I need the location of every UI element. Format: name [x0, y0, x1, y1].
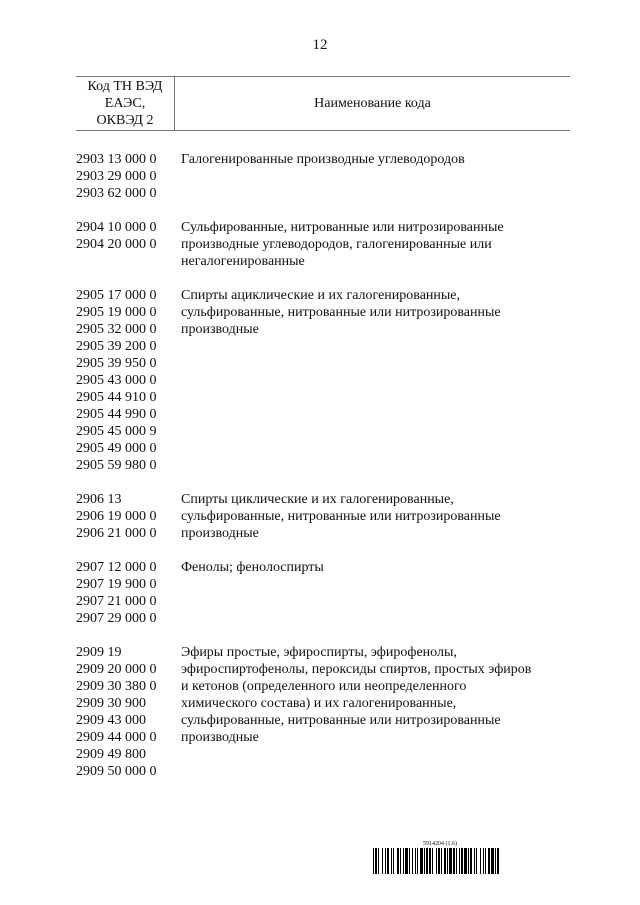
- barcode-bar: [391, 848, 392, 874]
- code-item: 2906 19 000 0: [76, 509, 157, 524]
- description-line: негалогенированные: [181, 254, 305, 269]
- barcode-bar: [483, 848, 484, 874]
- barcode-bar: [375, 848, 377, 874]
- barcode-bar: [495, 848, 496, 874]
- barcode-bar: [459, 848, 460, 874]
- codes-table: [76, 76, 570, 797]
- code-list: [76, 559, 181, 627]
- code-item: 2909 30 900: [76, 696, 146, 711]
- code-description: [181, 559, 561, 627]
- header-code-line: ОКВЭД 2: [96, 113, 154, 128]
- barcode-bar: [444, 848, 446, 874]
- barcode-bar: [397, 848, 399, 874]
- barcode-bar: [441, 848, 442, 874]
- barcode-bar: [409, 848, 410, 874]
- description-line: Спирты циклические и их галогенированные,: [181, 492, 454, 507]
- header-code-line: Код ТН ВЭД: [87, 79, 163, 94]
- barcode-bar: [415, 848, 416, 874]
- description-line: эфироспиртофенолы, пероксиды спиртов, простых эфиров: [181, 662, 532, 677]
- barcode-bar: [447, 848, 448, 874]
- barcode-bar: [470, 848, 472, 874]
- barcode-bar: [424, 848, 425, 874]
- description-line: производные: [181, 322, 259, 337]
- code-item: 2905 39 950 0: [76, 356, 157, 371]
- code-item: 2906 21 000 0: [76, 526, 157, 541]
- barcode-bar: [429, 848, 431, 874]
- header-name-column: Наименование кода: [314, 95, 431, 111]
- table-row: [76, 151, 570, 202]
- code-description: [181, 491, 561, 542]
- code-item: 2905 44 990 0: [76, 407, 157, 422]
- table-row: [76, 219, 570, 270]
- code-item: 2903 13 000 0: [76, 152, 157, 167]
- description-line: Фенолы; фенолоспирты: [181, 560, 324, 575]
- barcode-image: [373, 848, 585, 874]
- table-header: [76, 76, 570, 131]
- description-line: Спирты ациклические и их галогенированные,: [181, 288, 461, 303]
- code-list: [76, 151, 181, 202]
- page-number: 12: [312, 37, 328, 53]
- code-item: 2906 13: [76, 492, 122, 507]
- barcode-bar: [488, 848, 490, 874]
- description-line: Сульфированные, нитрованные или нитрозированные: [181, 220, 504, 235]
- code-item: 2905 17 000 0: [76, 288, 157, 303]
- code-item: 2905 39 200 0: [76, 339, 157, 354]
- barcode-bar: [461, 848, 463, 874]
- barcode-bar: [426, 848, 428, 874]
- barcode-bar: [497, 848, 499, 874]
- barcode-bar: [378, 848, 379, 874]
- barcode-bar: [432, 848, 433, 874]
- barcode-bar: [453, 848, 455, 874]
- barcode-bar: [456, 848, 457, 874]
- barcode-bar: [420, 848, 423, 874]
- code-item: 2905 19 000 0: [76, 305, 157, 320]
- code-item: 2904 10 000 0: [76, 220, 157, 235]
- code-item: 2909 19: [76, 645, 122, 660]
- code-description: [181, 151, 561, 202]
- code-item: 2909 44 000 0: [76, 730, 157, 745]
- description-line: производные: [181, 730, 259, 745]
- header-code-column: [76, 77, 175, 130]
- barcode-bar: [417, 848, 418, 874]
- table-row: [76, 287, 570, 474]
- barcode-bar: [480, 848, 481, 874]
- table-row: [76, 644, 570, 780]
- barcode-bar: [474, 848, 475, 874]
- barcode-bar: [393, 848, 394, 874]
- code-item: 2905 49 000 0: [76, 441, 157, 456]
- code-description: [181, 219, 561, 270]
- barcode-bar: [468, 848, 469, 874]
- barcode-bar: [403, 848, 404, 874]
- barcode-bar: [412, 848, 413, 874]
- code-item: 2905 45 000 9: [76, 424, 157, 439]
- code-item: 2904 20 000 0: [76, 237, 157, 252]
- code-item: 2907 12 000 0: [76, 560, 157, 575]
- description-line: и кетонов (определенного или неопределенного: [181, 679, 467, 694]
- header-code-line: ЕАЭС,: [104, 96, 146, 111]
- table-row: [76, 491, 570, 542]
- code-description: [181, 644, 561, 780]
- code-list: [76, 287, 181, 474]
- code-item: 2909 20 000 0: [76, 662, 157, 677]
- code-item: 2903 29 000 0: [76, 169, 157, 184]
- barcode-bar: [400, 848, 401, 874]
- code-item: 2909 49 800: [76, 747, 146, 762]
- description-line: химического состава) и их галогенированные,: [181, 696, 457, 711]
- code-description: [181, 287, 561, 474]
- barcode-bar: [449, 848, 452, 874]
- barcode-bar: [436, 848, 437, 874]
- description-line: сульфированные, нитрованные или нитрозированные: [181, 713, 501, 728]
- code-item: 2909 50 000 0: [76, 764, 157, 779]
- code-list: [76, 644, 181, 780]
- barcode-bar: [387, 848, 389, 874]
- description-line: сульфированные, нитрованные или нитрозированные: [181, 305, 501, 320]
- barcode-bar: [405, 848, 408, 874]
- code-item: 2907 21 000 0: [76, 594, 157, 609]
- code-item: 2905 32 000 0: [76, 322, 157, 337]
- code-list: [76, 219, 181, 270]
- description-line: Эфиры простые, эфироспирты, эфирофенолы,: [181, 645, 457, 660]
- barcode-bar: [491, 848, 494, 874]
- barcode-bar: [373, 848, 374, 874]
- barcode-label: 5914204 (1.6): [423, 841, 457, 847]
- table-row: [76, 559, 570, 627]
- code-list: [76, 491, 181, 542]
- barcode-bar: [385, 848, 386, 874]
- description-line: сульфированные, нитрованные или нитрозированные: [181, 509, 501, 524]
- barcode-bar: [382, 848, 383, 874]
- code-item: 2905 59 980 0: [76, 458, 157, 473]
- description-line: Галогенированные производные углеводородов: [181, 152, 465, 167]
- code-item: 2909 30 380 0: [76, 679, 157, 694]
- description-line: производные углеводородов, галогенированные или: [181, 237, 492, 252]
- code-item: 2907 29 000 0: [76, 611, 157, 626]
- barcode-bar: [476, 848, 477, 874]
- description-line: производные: [181, 526, 259, 541]
- code-item: 2905 44 910 0: [76, 390, 157, 405]
- barcode-bar: [464, 848, 467, 874]
- barcode-block: [373, 841, 585, 874]
- table-body: [76, 151, 570, 780]
- code-item: 2905 43 000 0: [76, 373, 157, 388]
- code-item: 2909 43 000: [76, 713, 146, 728]
- code-item: 2907 19 900 0: [76, 577, 157, 592]
- code-item: 2903 62 000 0: [76, 186, 157, 201]
- barcode-bar: [438, 848, 440, 874]
- barcode-bar: [485, 848, 486, 874]
